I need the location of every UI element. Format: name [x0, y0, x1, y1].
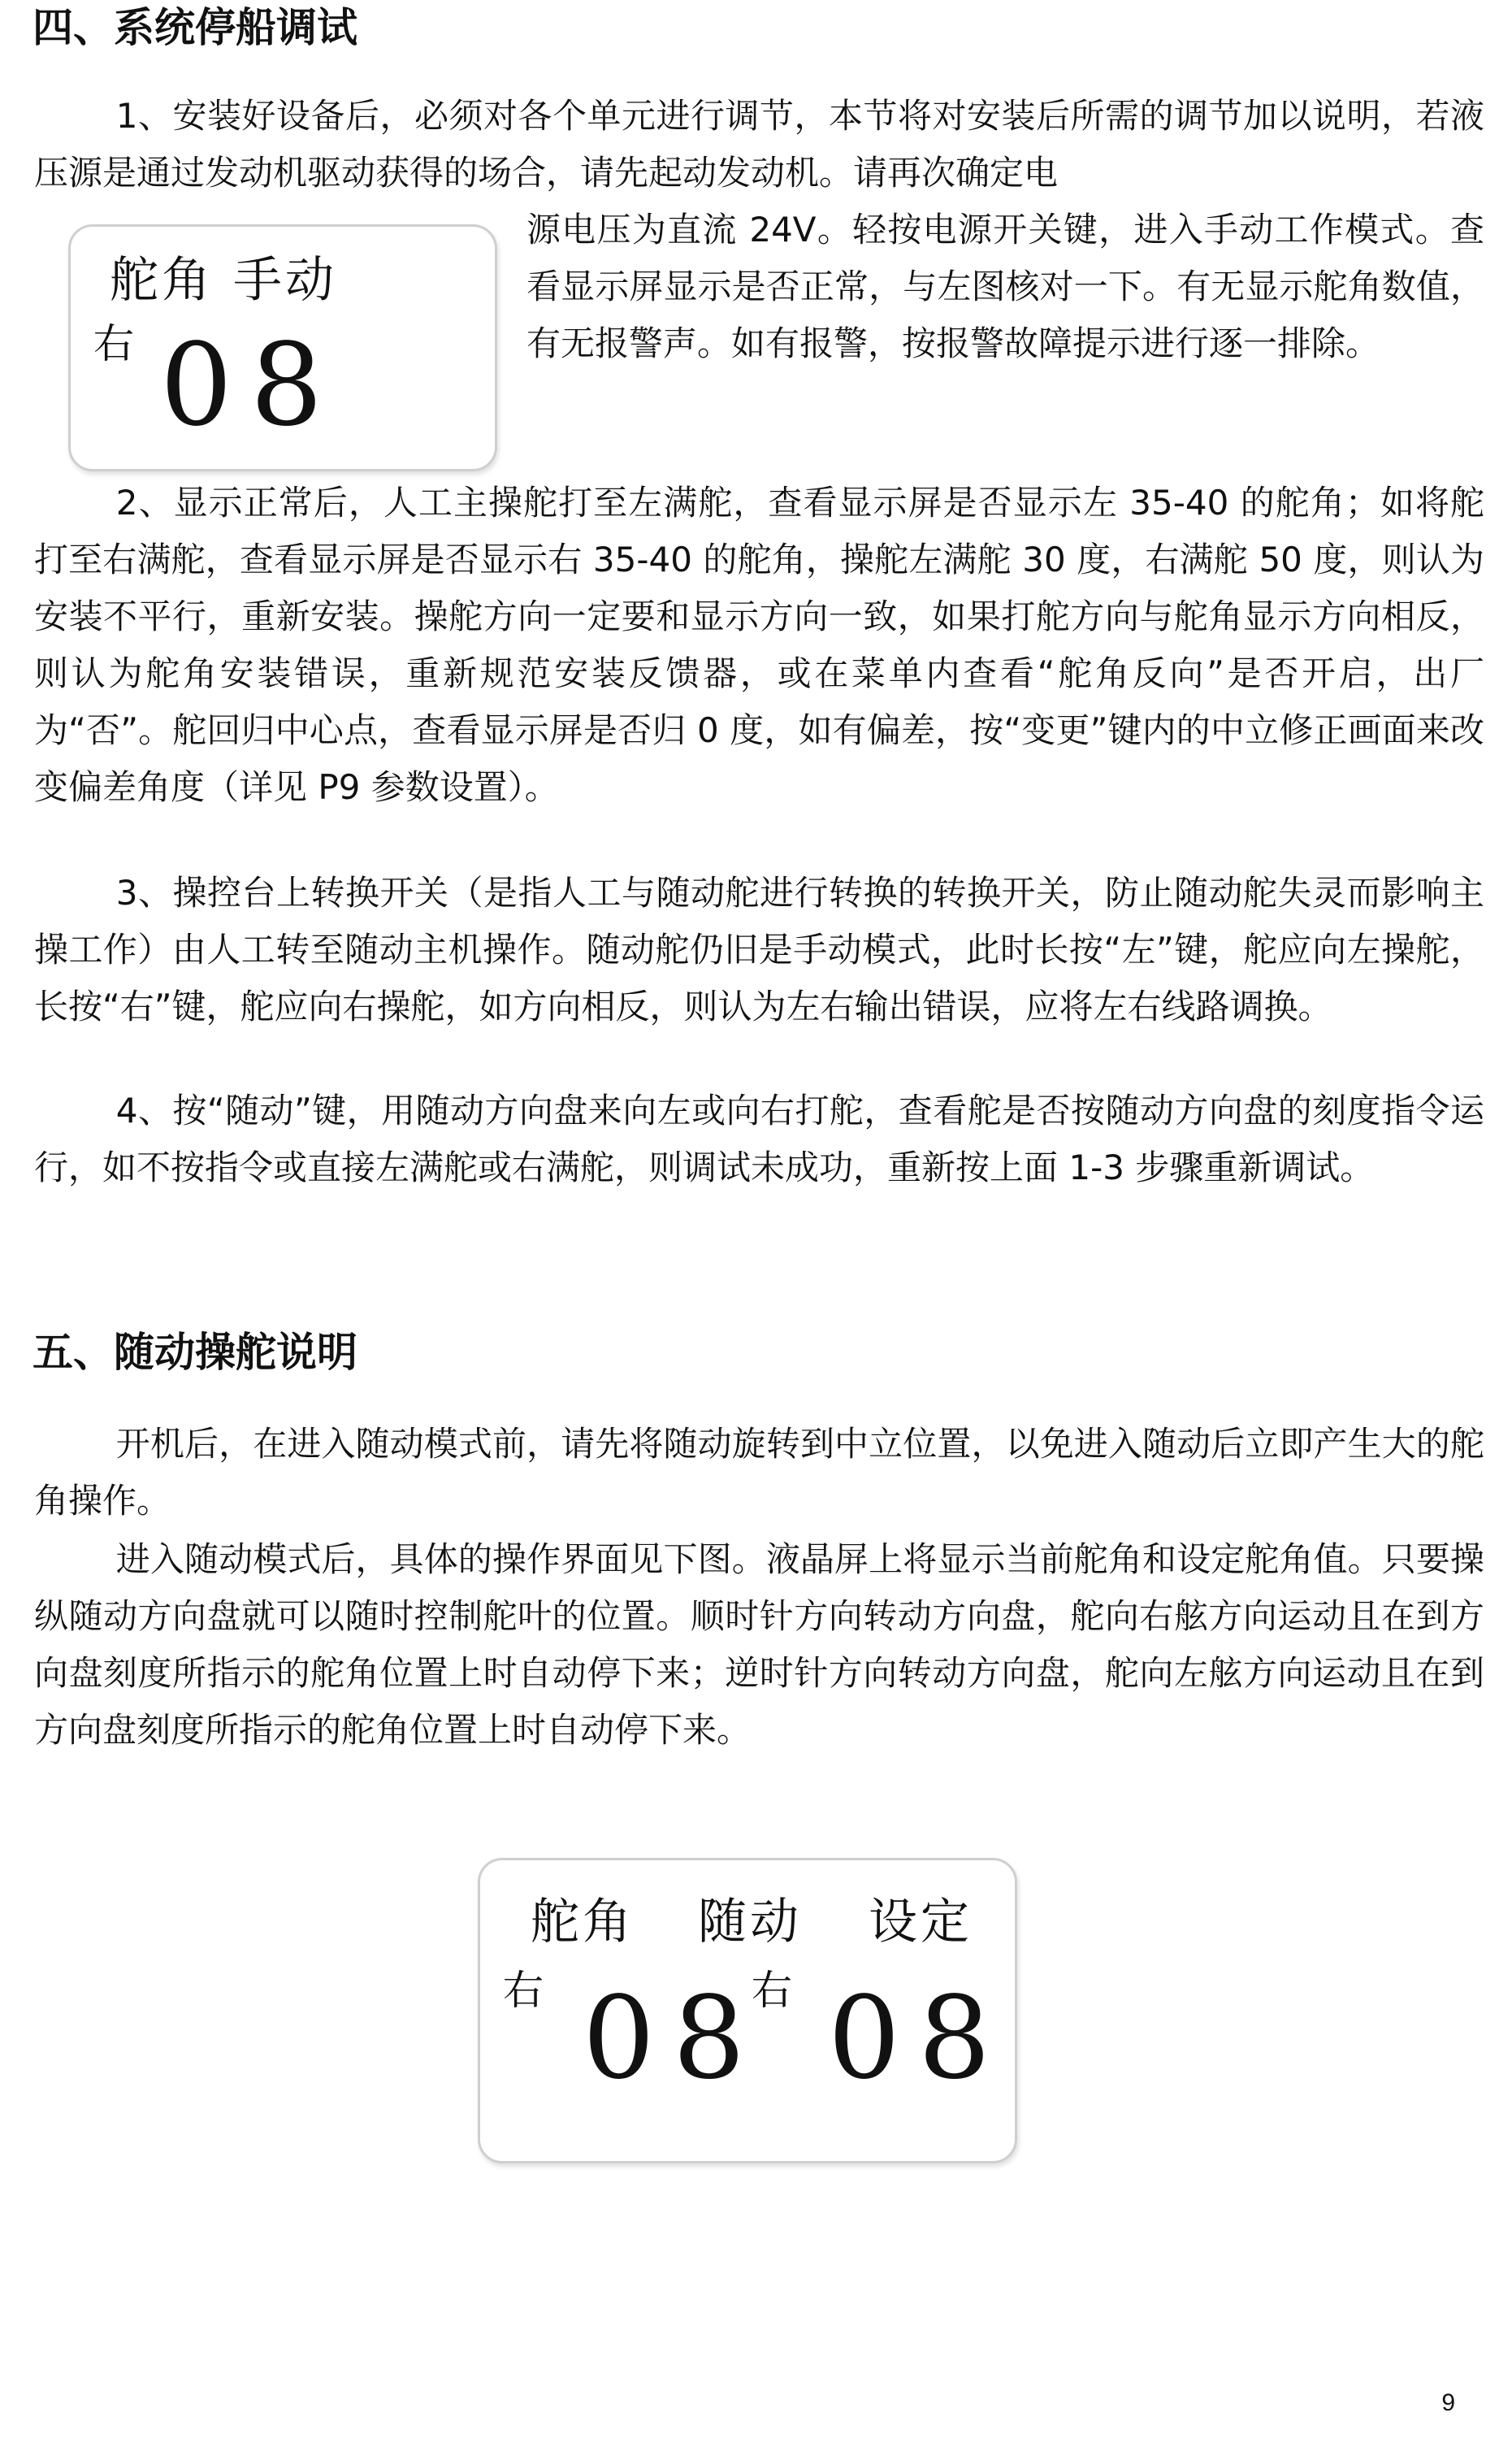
section-4-para-4: 4、按“随动”键，用随动方向盘来向左或向右打舵，查看舵是否按随动方向盘的刻度指令运行，如不按指令或直接左满舵或右满舵，则调试未成功，重新按上面 1-3 步骤重新调试。 — [34, 1091, 1484, 1187]
section-5-para-2: 进入随动模式后，具体的操作界面见下图。液晶屏上将显示当前舵角和设定舵角值。只要操纵随动方向盘就可以随时控制舵叶的位置。顺时针方向转动方向盘，舵向右舷方向运动且在到方向盘刻度所指示的舵角位置上时自动停下来；逆时针方向转动方向盘，舵向左舷方向运动且在到方向盘刻度所指示的舵角位置上时自动停下来。 — [34, 1539, 1484, 1750]
lcd-label-mode: 手动 — [233, 252, 337, 309]
section-5-para-1: 开机后，在进入随动模式前，请先将随动旋转到中立位置，以免进入随动后立即产生大的舵角操作。 — [34, 1424, 1484, 1521]
lcd-label-angle: 舵角 — [531, 1894, 635, 1950]
section-5-title: 五、随动操舵说明 — [32, 1329, 357, 1376]
lcd-display-follow — [478, 1858, 1017, 2163]
lcd-display-manual — [68, 224, 497, 471]
lcd-label-angle: 舵角 — [110, 252, 214, 309]
lcd-current-direction: 右 — [503, 1967, 544, 2014]
lcd-direction: 右 — [93, 320, 134, 367]
section-4-para-2: 2、显示正常后，人工主操舵打至左满舵，查看显示屏是否显示左 35-40 的舵角；如将舵打至右满舵，查看显示屏是否显示右 35-40 的舵角，操舵左满舵 30 度，右满舵 50 度，则认为安装不平行，重新安装。操舵方向一定要和显示方向一致，如果打舵方向与舵角显示方向相反，则认为舵角安装错误，重新规范安装反馈器，或在菜单内查看“舵角反向”是否开启，出厂为“否”。舵回归中心点，查看显示屏是否归 0 度，如有偏差，按“变更”键内的中立修正画面来改变偏差角度（详见 P9 参数设置）。 — [34, 483, 1484, 807]
section-4-title: 四、系统停船调试 — [32, 4, 357, 51]
lcd-current-value: 08 — [583, 1972, 764, 2105]
section-4-para-3: 3、操控台上转换开关（是指人工与随动舵进行转换的转换开关，防止随动舵失灵而影响主操工作）由人工转至随动主机操作。随动舵仍旧是手动模式，此时长按“左”键，舵应向左操舵，长按“右”键，舵应向右操舵，如方向相反，则认为左右输出错误，应将左右线路调换。 — [34, 873, 1484, 1026]
page-number: 9 — [1441, 2389, 1455, 2416]
lcd-set-direction: 右 — [752, 1967, 792, 2014]
lcd-label-set: 设定 — [869, 1894, 973, 1950]
lcd-label-mode: 随动 — [698, 1894, 802, 1950]
section-4-para-1-top: 1、安装好设备后，必须对各个单元进行调节，本节将对安装后所需的调节加以说明，若液压源是通过发动机驱动获得的场合，请先起动发动机。请再次确定电 — [34, 96, 1484, 193]
lcd-set-value: 08 — [828, 1972, 1009, 2105]
section-4-para-1-side: 源电压为直流 24V。轻按电源开关键，进入手动工作模式。查看显示屏显示是否正常，与左图核对一下。有无显示舵角数值，有无报警声。如有报警，按报警故障提示进行逐一排除。 — [526, 210, 1484, 363]
lcd-angle-value: 08 — [160, 319, 341, 452]
